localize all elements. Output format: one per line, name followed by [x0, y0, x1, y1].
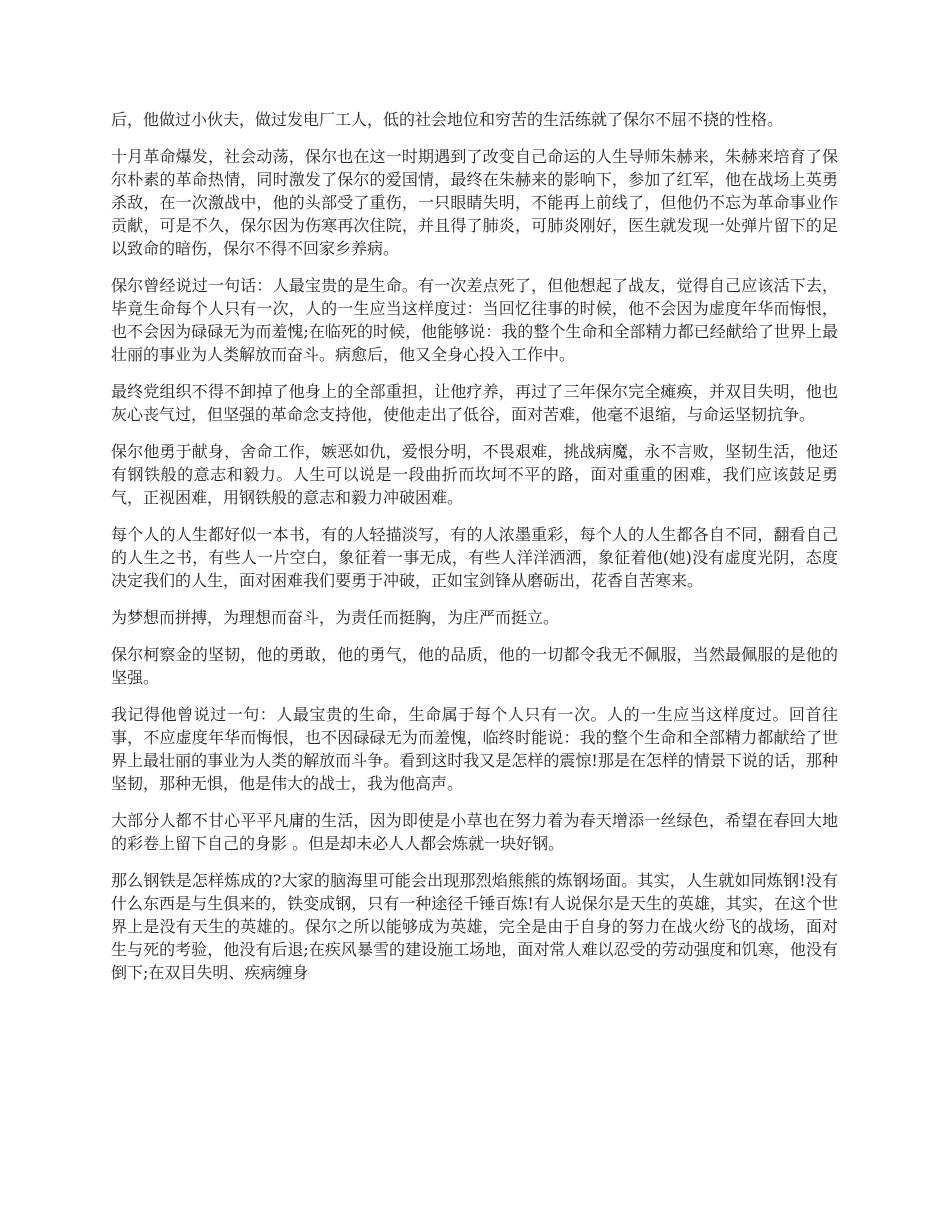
paragraph-1: 后，他做过小伙夫，做过发电厂工人，低的社会地位和穷苦的生活练就了保尔不屈不挠的性格。 — [111, 110, 784, 129]
paragraph-8: 保尔柯察金的坚韧，他的勇敢，他的勇气，他的品质，他的一切都令我无不佩服，当然最佩服的是他的坚强。 — [111, 645, 838, 687]
document-page — [111, 108, 838, 998]
paragraph-3: 保尔曾经说过一句话：人最宝贵的是生命。有一次差点死了，但他想起了战友，觉得自己应该活下去，毕竟生命每个人只有一次，人的一生应当这样度过：当回忆往事的时候，他不会因为虚度年华而悔恨，也不会因为碌碌无为而羞愧;在临死的时候，他能够说：我的整个生命和全部精力都已经献给了世界上最壮丽的事业为人类解放而奋斗。病愈后，他又全身心投入工作中。 — [111, 276, 838, 364]
paragraph-10: 大部分人都不甘心平平凡庸的生活，因为即使是小草也在努力着为春天增添一丝绿色，希望在春回大地的彩卷上留下自己的身影 。但是却未必人人都会炼就一块好钢。 — [111, 811, 838, 853]
paragraph-9: 我记得他曾说过一句：人最宝贵的生命，生命属于每个人只有一次。人的一生应当这样度过。回首往事，不应虚度年华而悔恨，也不因碌碌无为而羞愧，临终时能说：我的整个生命和全部精力都献给了世界上最壮丽的事业为人类的解放而斗争。看到这时我又是怎样的震惊!那是在怎样的情景下说的话，那种坚韧，那种无惧，他是伟大的战士，我为他高声。 — [111, 705, 838, 793]
paragraph-2: 十月革命爆发，社会动荡，保尔也在这一时期遇到了改变自己命运的人生导师朱赫来，朱赫来培育了保尔朴素的革命热情，同时激发了保尔的爱国情，最终在朱赫来的影响下，参加了红军，他在战场上英勇杀敌，在一次激战中，他的头部受了重伤，一只眼睛失明，不能再上前线了，但他仍不忘为革命事业作贡献，可是不久，保尔因为伤寒再次住院，并且得了肺炎，可肺炎刚好，医生就发现一处弹片留下的足以致命的暗伤，保尔不得不回家乡养病。 — [111, 147, 838, 258]
paragraph-7: 为梦想而拼搏，为理想而奋斗，为责任而挺胸，为庄严而挺立。 — [111, 608, 560, 627]
paragraph-4: 最终党组织不得不卸掉了他身上的全部重担，让他疗养，再过了三年保尔完全瘫痪，并双目失明，他也灰心丧气过，但坚强的革命念支持他，使他走出了低谷，面对苦难，他毫不退缩，与命运坚韧抗争。 — [111, 382, 838, 424]
paragraph-6: 每个人的人生都好似一本书，有的人轻描淡写，有的人浓墨重彩，每个人的人生都各自不同，翻看自己的人生之书，有些人一片空白，象征着一事无成，有些人洋洋洒洒，象征着他(她)没有虚度光阴，态度决定我们的人生，面对困难我们要勇于冲破，正如宝剑锋从磨砺出，花香自苦寒来。 — [111, 525, 838, 590]
paragraph-11: 那么钢铁是怎样炼成的?大家的脑海里可能会出现那烈焰熊熊的炼钢场面。其实，人生就如同炼钢!没有什么东西是与生俱来的，铁变成钢，只有一种途径千锤百炼!有人说保尔是天生的英雄，其实，在这个世界上是没有天生的英雄的。保尔之所以能够成为英雄，完全是由于自身的努力在战火纷飞的战场，面对生与死的考验，他没有后退;在疾风暴雪的建设施工场地，面对常人难以忍受的劳动强度和饥寒，他没有倒下;在双目失明、疾病缠身 — [111, 871, 838, 982]
paragraph-5: 保尔他勇于献身，舍命工作，嫉恶如仇，爱恨分明，不畏艰难，挑战病魔，永不言败，坚韧生活，他还有钢铁般的意志和毅力。人生可以说是一段曲折而坎坷不平的路，面对重重的困难，我们应该鼓足勇气，正视困难，用钢铁般的意志和毅力冲破困难。 — [111, 442, 838, 507]
